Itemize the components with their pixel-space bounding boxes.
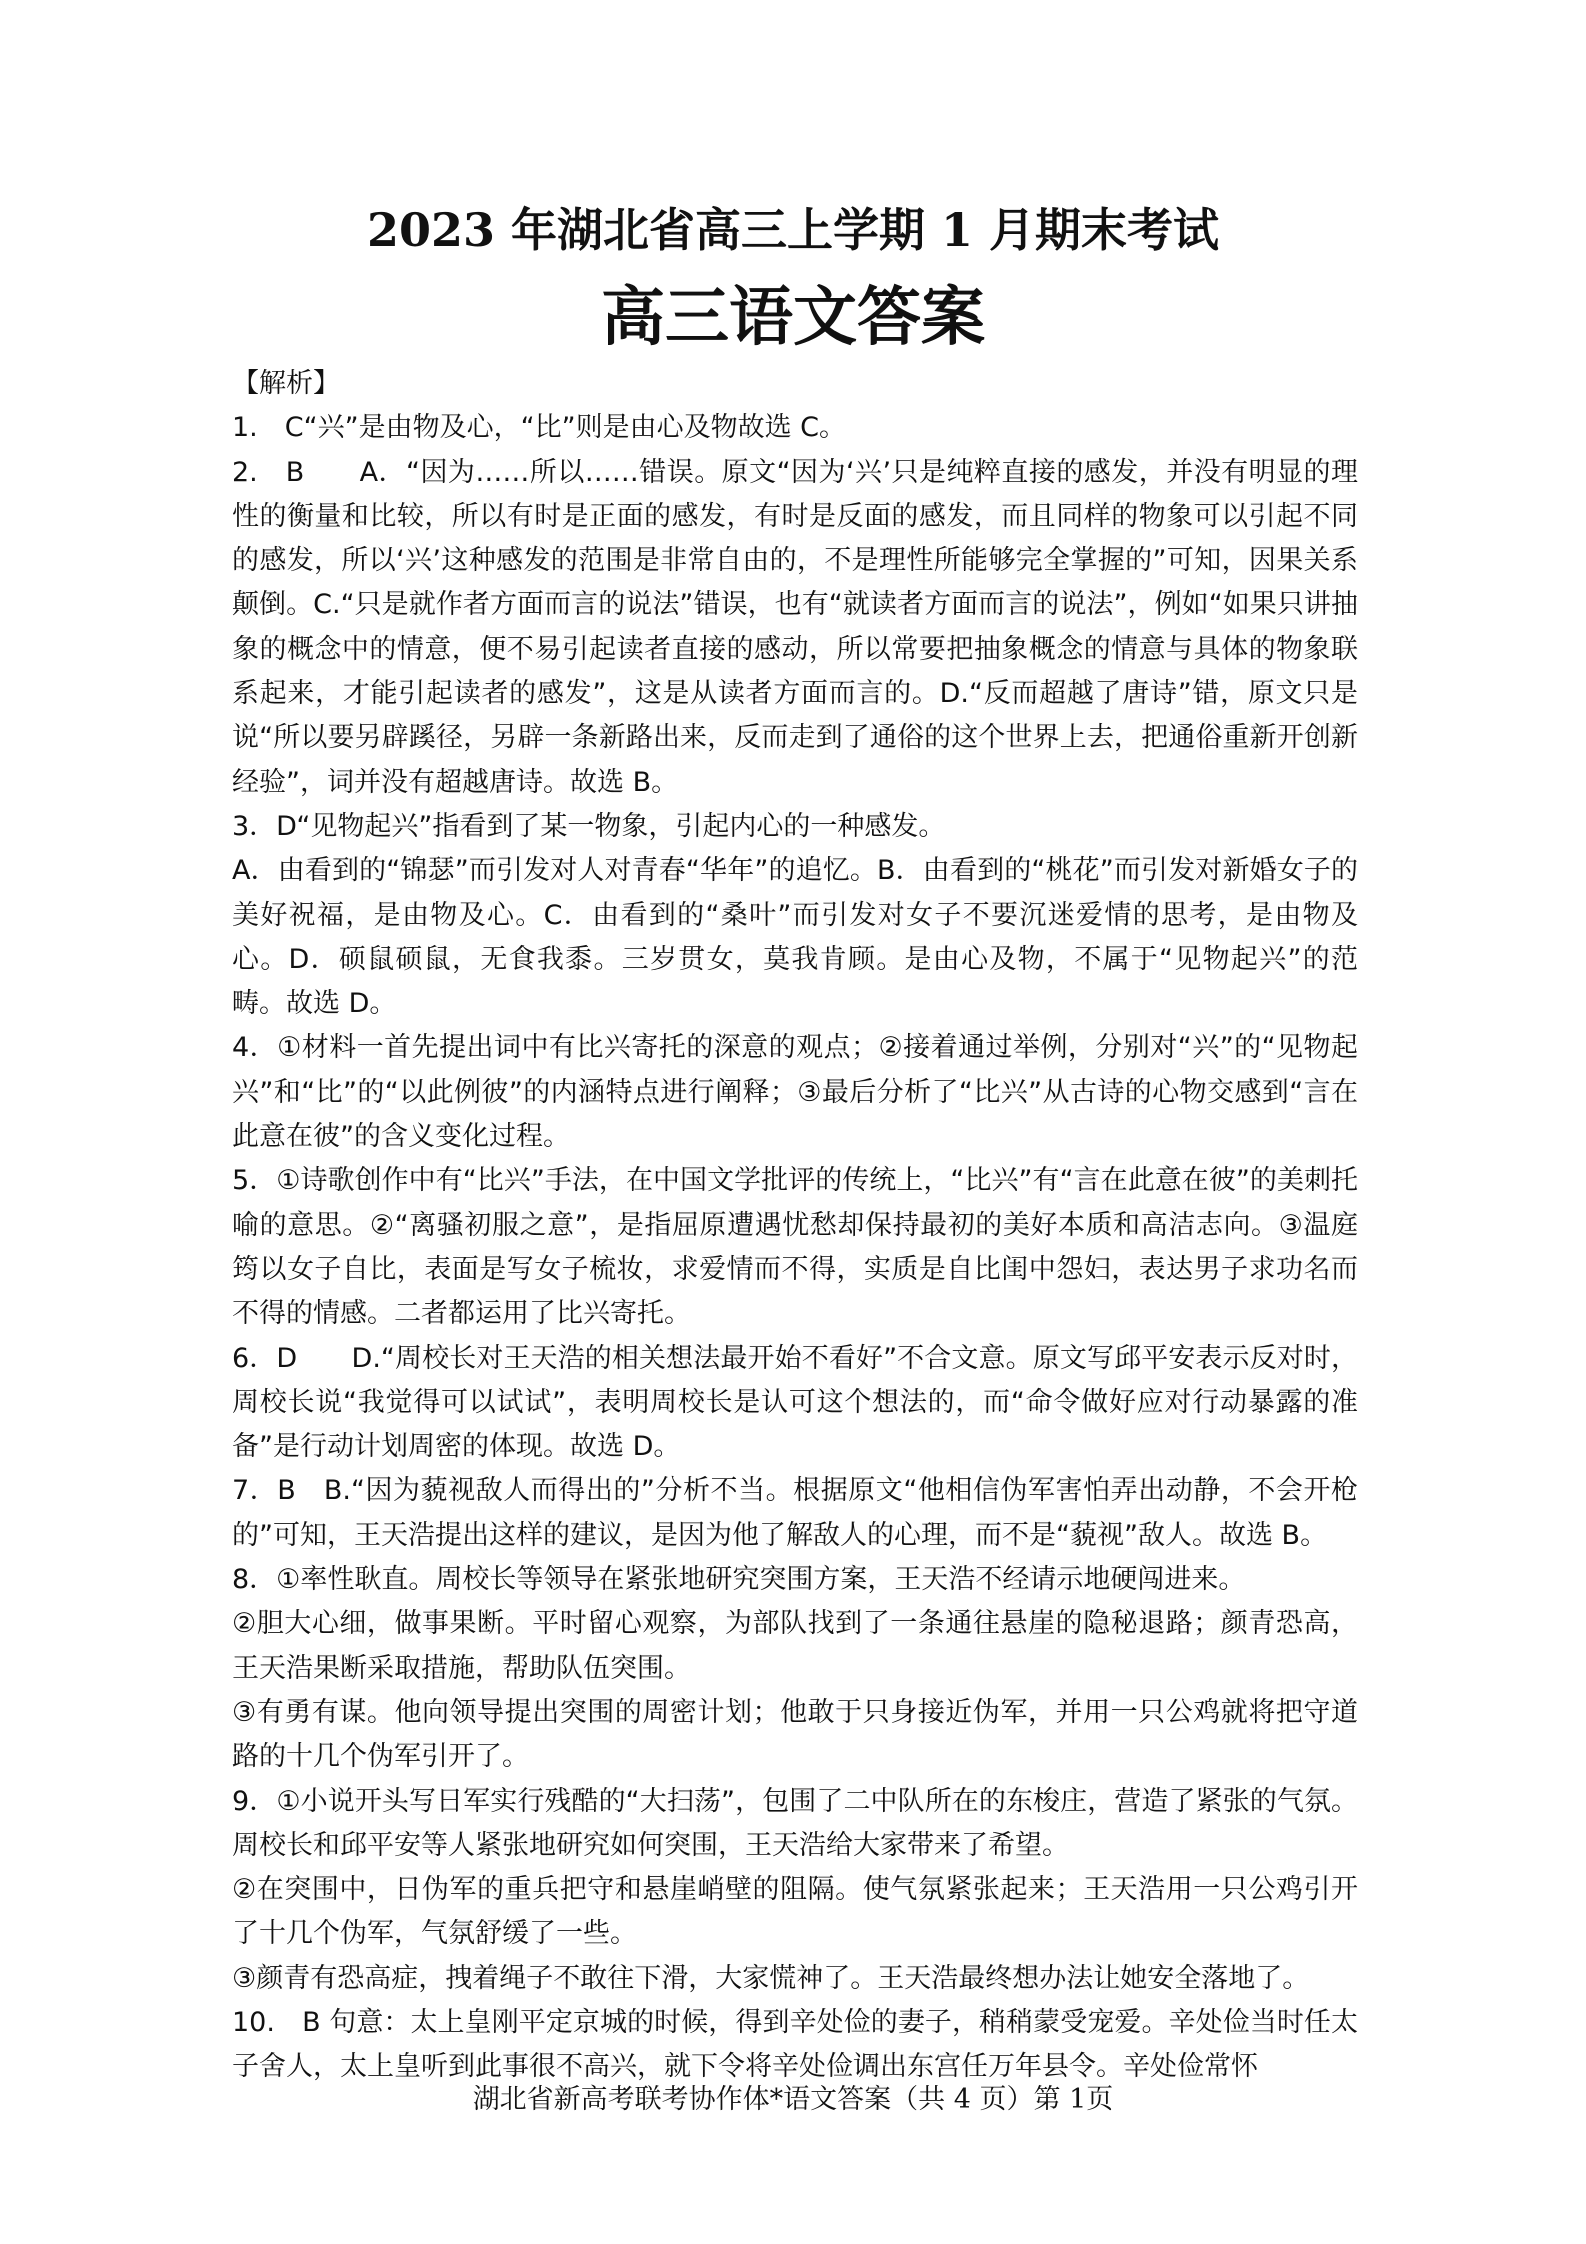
answer-paragraph-7: 7．B B.“因为藐视敌人而得出的”分析不当。根据原文“他相信伪军害怕弄出动静，不会开枪的”可知，王天浩提出这样的建议，是因为他了解敌人的心理，而不是“藐视”敌人。故选 B。 xyxy=(232,1475,1358,1551)
answer-paragraph-6: 6．D D.“周校长对王天浩的相关想法最开始不看好”不合文意。原文写邱平安表示反对时，周校长说“我觉得可以试试”，表明周校长是认可这个想法的，而“命令做好应对行动暴露的准备”是行动计划周密的体现。故选 D。 xyxy=(232,1342,1358,1463)
exam-title: 2023 年湖北省高三上学期 1 月期末考试 xyxy=(366,203,1220,257)
answer-paragraph-5: 5．①诗歌创作中有“比兴”手法，在中国文学批评的传统上，“比兴”有“言在此意在彼”的美刺托喻的意思。②“离骚初服之意”，是指屈原遭遇忧愁却保持最初的美好本质和高洁志向。③温庭筠以女子自比，表面是写女子梳妆，求爱情而不得，实质是自比闺中怨妇，表达男子求功名而不得的情感。二者都运用了比兴寄托。 xyxy=(232,1165,1358,1330)
page-footer: 湖北省新高考联考协作体*语文答案（共 4 页）第 1页 xyxy=(472,2084,1114,2115)
answer-paragraph-8-point-3: ③有勇有谋。他向领导提出突围的周密计划；他敢于只身接近伪军，并用一只公鸡就将把守道路的十几个伪军引开了。 xyxy=(232,1696,1358,1773)
answer-paragraph-8-point-1: 8．①率性耿直。周校长等领导在紧张地研究突围方案，王天浩不经请示地硬闯进来。 xyxy=(232,1564,1246,1596)
answer-paragraph-3: 3．D“见物起兴”指看到了某一物象，引起内心的一种感发。 xyxy=(232,810,946,842)
answer-paragraph-4: 4．①材料一首先提出词中有比兴寄托的深意的观点；②接着通过举例，分别对“兴”的“见物起兴”和“比”的“以此例彼”的内涵特点进行阐释；③最后分析了“比兴”从古诗的心物交感到“言在此意在彼”的含义变化过程。 xyxy=(232,1032,1358,1153)
answer-paragraph-10: 10. B 句意：太上皇刚平定京城的时候，得到辛处俭的妻子，稍稍蒙受宠爱。辛处俭当时任太子舍人，太上皇听到此事很不高兴，就下令将辛处俭调出东宫任万年县令。辛处俭常怀 xyxy=(232,2006,1358,2083)
answer-content xyxy=(232,362,1358,2090)
section-label: 【解析】 xyxy=(232,368,340,399)
answer-paragraph-9-point-1: 9．①小说开头写日军实行残酷的“大扫荡”，包围了二中队所在的东梭庄，营造了紧张的气氛。周校长和邱平安等人紧张地研究如何突围，王天浩给大家带来了希望。 xyxy=(232,1785,1358,1861)
answer-paragraph-9-point-2: ②在突围中，日伪军的重兵把守和悬崖峭壁的阻隔。使气氛紧张起来；王天浩用一只公鸡引开了十几个伪军，气氛舒缓了一些。 xyxy=(232,1874,1358,1950)
answer-paragraph-1: 1. C“兴”是由物及心，“比”则是由心及物故选 C。 xyxy=(232,412,846,444)
answer-paragraph-8-point-2: ②胆大心细，做事果断。平时留心观察，为部队找到了一条通往悬崖的隐秘退路；颜青恐高，王天浩果断采取措施，帮助队伍突围。 xyxy=(232,1608,1358,1684)
answer-paragraph-3-options: A．由看到的“锦瑟”而引发对人对青春“华年”的追忆。B．由看到的“桃花”而引发对新婚女子的美好祝福，是由物及心。C．由看到的“桑叶”而引发对女子不要沉迷爱情的思考，是由物及心。D．硕鼠硕鼠，无食我黍。三岁贯女，莫我肯顾。是由心及物，不属于“见物起兴”的范畴。故选 D。 xyxy=(232,855,1358,1020)
answer-paragraph-2: 2. B A．“因为……所以……错误。原文“因为‘兴’只是纯粹直接的感发，并没有明显的理性的衡量和比较，所以有时是正面的感发，有时是反面的感发，而且同样的物象可以引起不同的感发，所以‘兴’这种感发的范围是非常自由的，不是理性所能够完全掌握的”可知，因果关系颠倒。C.“只是就作者方面而言的说法”错误，也有“就读者方面而言的说法”，例如“如果只讲抽象的概念中的情意，便不易引起读者直接的感动，所以常要把抽象概念的情意与具体的物象联系起来，才能引起读者的感发”，这是从读者方面而言的。D.“反而超越了唐诗”错，原文只是说“所以要另辟蹊径，另辟一条新路出来，反而走到了通俗的这个世界上去，把通俗重新开创新经验”，词并没有超越唐诗。故选 B。 xyxy=(232,456,1358,798)
answer-title: 高三语文答案 xyxy=(601,281,985,355)
answer-paragraph-9-point-3: ③颜青有恐高症，拽着绳子不敢往下滑，大家慌神了。王天浩最终想办法让她安全落地了。 xyxy=(232,1962,1310,1994)
